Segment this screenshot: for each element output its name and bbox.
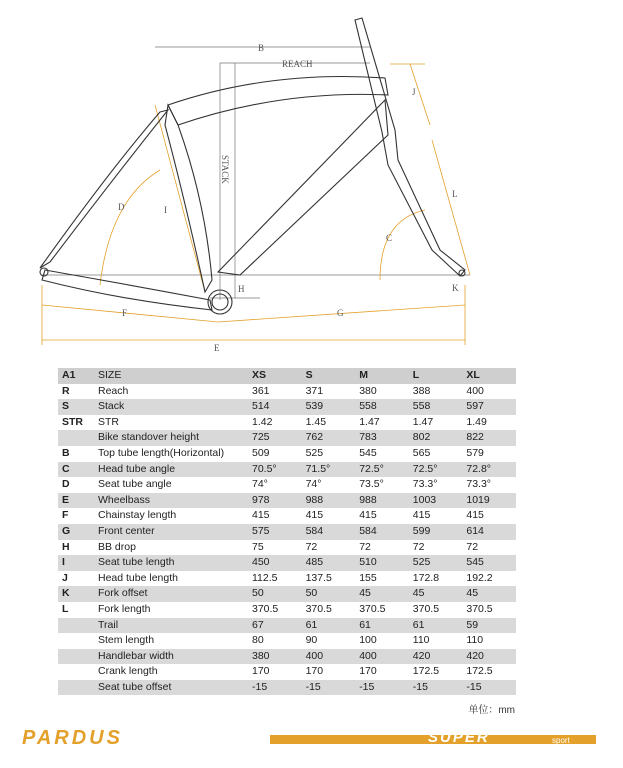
row-value: 400 xyxy=(355,649,409,665)
brand-logo-super: SUPER xyxy=(428,729,490,746)
row-value: 75 xyxy=(252,540,264,553)
row-code: E xyxy=(58,493,94,509)
unit-label: 单位：mm xyxy=(468,705,515,716)
row-value: 822 xyxy=(462,430,516,446)
table-row xyxy=(58,446,516,462)
row-value: -15 xyxy=(409,680,463,696)
row-name: Seat tube length xyxy=(94,555,248,571)
row-value: -15 xyxy=(355,680,409,696)
row-value: 72 xyxy=(359,540,371,553)
row-value: 450 xyxy=(248,555,302,571)
row-value: 802 xyxy=(409,430,463,446)
row-value: 72.5° xyxy=(409,462,463,478)
table-header-row xyxy=(58,368,516,384)
down-tube xyxy=(218,100,388,275)
row-value: 525 xyxy=(305,446,324,459)
row-value: 420 xyxy=(409,649,463,665)
table-row xyxy=(58,508,516,524)
row-code: H xyxy=(62,540,70,553)
row-code xyxy=(58,430,94,446)
row-value: 90 xyxy=(305,634,318,647)
row-code xyxy=(58,680,94,696)
row-value: 72 xyxy=(412,540,425,553)
row-value: 1.42 xyxy=(252,415,273,428)
label-D: D xyxy=(118,202,125,212)
row-value: 192.2 xyxy=(466,571,493,584)
row-value: 73.5° xyxy=(359,478,384,491)
row-value: 172.8 xyxy=(412,571,440,584)
table-row xyxy=(58,649,516,665)
table-row xyxy=(58,430,516,446)
label-J: J xyxy=(412,87,416,97)
label-K: K xyxy=(452,283,459,293)
row-value: 70.5° xyxy=(248,462,302,478)
header-s: S xyxy=(302,368,356,384)
row-value: 1.45 xyxy=(305,415,327,428)
row-value: -15 xyxy=(302,680,356,696)
row-name: Stack xyxy=(94,399,248,415)
row-name: Front center xyxy=(94,524,248,540)
row-value: 988 xyxy=(355,493,409,509)
row-name: Trail xyxy=(94,618,248,634)
row-value: 361 xyxy=(252,384,270,397)
row-value: 415 xyxy=(252,509,270,522)
row-value: 509 xyxy=(252,446,270,459)
row-name: Wheelbass xyxy=(94,493,248,509)
row-value: 545 xyxy=(462,555,516,571)
row-code: S xyxy=(58,399,94,415)
header-xs: XS xyxy=(248,368,302,384)
row-name: Reach xyxy=(98,384,129,397)
label-H: H xyxy=(238,284,245,294)
seat-stay xyxy=(40,110,168,268)
header-code: A1 xyxy=(58,368,94,384)
table-row xyxy=(58,602,516,618)
table-row xyxy=(58,633,516,649)
bike-frame xyxy=(40,18,465,314)
row-name: Crank length xyxy=(98,665,158,678)
row-value: 74° xyxy=(252,478,268,491)
row-code: L xyxy=(62,602,69,615)
row-code: STR xyxy=(62,415,83,428)
row-code: R xyxy=(62,384,70,397)
row-value: 72 xyxy=(305,540,318,553)
label-L: L xyxy=(452,189,458,199)
dim-arc-D xyxy=(100,170,160,285)
row-value: 558 xyxy=(409,399,463,415)
label-stack: STACK xyxy=(220,155,230,184)
row-value: 762 xyxy=(302,430,356,446)
label-G: G xyxy=(337,308,344,318)
row-code: K xyxy=(58,586,94,602)
row-value: 510 xyxy=(355,555,409,571)
table-row xyxy=(58,493,516,509)
row-value: 45 xyxy=(409,586,463,602)
geometry-table xyxy=(58,368,516,695)
row-code: B xyxy=(62,446,70,459)
table-row xyxy=(58,571,516,587)
seat-tube xyxy=(165,105,212,292)
label-C: C xyxy=(386,233,393,243)
label-F: F xyxy=(122,308,128,318)
table-row xyxy=(58,540,516,556)
row-code xyxy=(58,649,94,665)
row-value: -15 xyxy=(248,680,302,696)
row-code: D xyxy=(62,478,70,491)
brand-logo-sport: sport xyxy=(552,736,570,745)
row-value: 61 xyxy=(302,618,356,634)
table-row xyxy=(58,664,516,680)
row-value: 1.47 xyxy=(359,415,380,428)
row-code: G xyxy=(58,524,94,540)
row-value: 420 xyxy=(462,649,516,665)
row-value: 370.5 xyxy=(305,602,332,615)
row-name: STR xyxy=(98,415,119,428)
row-value: 67 xyxy=(248,618,302,634)
row-name: Chainstay length xyxy=(98,509,177,522)
row-code xyxy=(58,618,94,634)
row-name: Seat tube offset xyxy=(94,680,248,696)
label-reach: REACH xyxy=(282,59,313,69)
row-value: 80 xyxy=(252,634,264,647)
row-value: 370.5 xyxy=(359,602,386,615)
table-row xyxy=(58,415,516,431)
head-tube-and-fork xyxy=(355,18,465,276)
table-row xyxy=(58,586,516,602)
row-value: 525 xyxy=(409,555,463,571)
row-value: 575 xyxy=(248,524,302,540)
row-value: 74° xyxy=(305,478,322,491)
row-value: 370.5 xyxy=(252,602,279,615)
row-value: 110 xyxy=(412,634,430,647)
row-value: 988 xyxy=(302,493,356,509)
row-value: 1.49 xyxy=(466,415,487,428)
table-row xyxy=(58,618,516,634)
dim-arc-C xyxy=(380,210,425,280)
row-value: 110 xyxy=(466,634,484,647)
row-value: 415 xyxy=(466,509,484,522)
label-I: I xyxy=(164,205,167,215)
row-value: 380 xyxy=(359,384,377,397)
frame-geometry-diagram xyxy=(0,0,623,360)
header-m: M xyxy=(355,368,409,384)
row-value: 400 xyxy=(466,384,484,397)
brand-logo-pardus: PARDUS xyxy=(22,727,123,749)
header-l: L xyxy=(409,368,463,384)
row-value: 172.5 xyxy=(466,665,493,678)
row-name: Head tube angle xyxy=(94,462,248,478)
row-value: 50 xyxy=(302,586,356,602)
row-name: Fork length xyxy=(98,602,151,615)
row-value: 370.5 xyxy=(466,602,493,615)
row-name: BB drop xyxy=(98,540,136,553)
header-size: SIZE xyxy=(94,368,248,384)
row-name: Stem length xyxy=(98,634,155,647)
dim-line-I xyxy=(155,105,205,292)
row-code: J xyxy=(62,571,68,584)
row-value: 100 xyxy=(359,634,377,647)
row-value: -15 xyxy=(462,680,516,696)
row-value: 59 xyxy=(462,618,516,634)
row-value: 514 xyxy=(248,399,302,415)
row-value: 415 xyxy=(412,509,431,522)
row-value: 45 xyxy=(462,586,516,602)
row-value: 400 xyxy=(302,649,356,665)
table-row xyxy=(58,477,516,493)
row-value: 72.5° xyxy=(355,462,409,478)
top-tube xyxy=(168,77,388,125)
row-value: 584 xyxy=(302,524,356,540)
row-value: 73.3° xyxy=(412,478,438,491)
row-value: 45 xyxy=(355,586,409,602)
row-value: 50 xyxy=(248,586,302,602)
row-value: 978 xyxy=(248,493,302,509)
table-body xyxy=(58,384,516,696)
chain-stay xyxy=(42,270,212,310)
row-value: 137.5 xyxy=(305,571,332,584)
row-value: 380 xyxy=(248,649,302,665)
row-value: 61 xyxy=(409,618,463,634)
row-name: Top tube length(Horizontal) xyxy=(98,446,225,459)
brand-logo-small-text: ENDURANCE xyxy=(552,731,578,736)
row-value: 61 xyxy=(355,618,409,634)
row-value: 170 xyxy=(252,665,270,678)
row-value: 72.8° xyxy=(462,462,516,478)
header-xl: XL xyxy=(462,368,516,384)
row-value: 415 xyxy=(359,509,377,522)
row-value: 170 xyxy=(305,665,324,678)
row-value: 1.47 xyxy=(412,415,434,428)
table-row xyxy=(58,462,516,478)
row-value: 584 xyxy=(355,524,409,540)
row-code: I xyxy=(58,555,94,571)
row-value: 614 xyxy=(462,524,516,540)
row-value: 155 xyxy=(359,571,377,584)
table-row xyxy=(58,680,516,696)
row-value: 172.5 xyxy=(412,665,440,678)
row-value: 72 xyxy=(466,540,479,553)
row-value: 725 xyxy=(248,430,302,446)
table-row xyxy=(58,524,516,540)
row-value: 579 xyxy=(466,446,484,459)
row-value: 170 xyxy=(359,665,377,678)
row-value: 565 xyxy=(412,446,431,459)
row-value: 597 xyxy=(462,399,516,415)
table-row xyxy=(58,399,516,415)
row-value: 1003 xyxy=(409,493,463,509)
row-value: 71.5° xyxy=(302,462,356,478)
row-value: 388 xyxy=(412,384,431,397)
label-B: B xyxy=(258,43,265,53)
row-value: 415 xyxy=(305,509,324,522)
table-row xyxy=(58,555,516,571)
row-value: 539 xyxy=(302,399,356,415)
row-value: 73.3° xyxy=(466,478,492,491)
row-name: Head tube length xyxy=(98,571,178,584)
row-value: 370.5 xyxy=(412,602,440,615)
table-row xyxy=(58,384,516,400)
row-value: 783 xyxy=(355,430,409,446)
row-value: 1019 xyxy=(462,493,516,509)
row-value: 485 xyxy=(302,555,356,571)
row-code: F xyxy=(62,509,69,522)
row-value: 545 xyxy=(359,446,377,459)
row-name: Bike standover height xyxy=(94,430,248,446)
row-value: 371 xyxy=(305,384,324,397)
label-E: E xyxy=(214,343,220,353)
row-value: 112.5 xyxy=(252,571,278,584)
row-name: Fork offset xyxy=(94,586,248,602)
row-code xyxy=(58,664,94,680)
row-code: C xyxy=(58,462,94,478)
row-name: Seat tube angle xyxy=(98,478,172,491)
row-code xyxy=(58,633,94,649)
row-name: Handlebar width xyxy=(94,649,248,665)
row-value: 558 xyxy=(355,399,409,415)
row-value: 599 xyxy=(409,524,463,540)
